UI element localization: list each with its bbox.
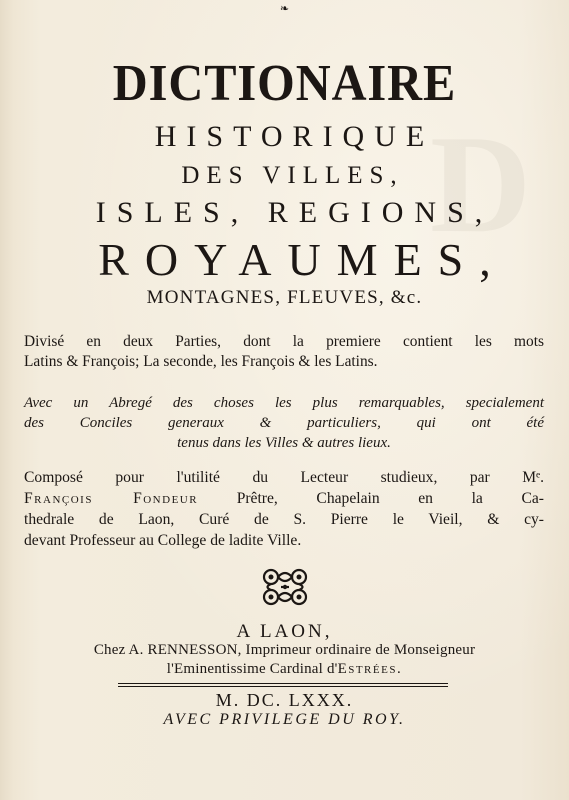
imprint-patron-prefix: l'Eminentissime Cardinal d' [166, 661, 338, 677]
abrege-line: des Conciles generaux & particuliers, qui ont été [24, 415, 544, 431]
author-line: devant Professeur au College de ladite Ville. [24, 532, 302, 549]
title-des-villes: DES VILLES, [181, 162, 404, 189]
printers-fleuron-ornament-icon [257, 566, 313, 608]
imprint-patron-name: Estrées. [337, 661, 403, 677]
abrege-paragraph [24, 393, 544, 453]
author-name: François Fondeur [24, 490, 199, 507]
author-paragraph [24, 467, 544, 551]
imprint-patron [0, 661, 569, 678]
imprint-place: A LAON, [236, 621, 333, 642]
title-montagnes-fleuves: MONTAGNES, FLEUVES, &c. [146, 287, 423, 308]
title-main: DICTIONAIRE [112, 55, 457, 112]
title-historique: HISTORIQUE [154, 120, 435, 153]
abrege-line: tenus dans les Villes & autres lieux. [177, 435, 391, 451]
abrege-line: Avec un Abregé des choses les plus remarquables, specialement [24, 395, 544, 411]
author-line: thedrale de Laon, Curé de S. Pierre le Vieil, & cy- [24, 511, 544, 528]
title-royaumes: ROYAUMES, [98, 234, 507, 285]
division-line: Divisé en deux Parties, dont la premiere contient les mots [24, 333, 544, 350]
top-printers-mark: ❧ [279, 3, 290, 15]
imprint-date: M. DC. LXXX. [215, 690, 354, 710]
author-line [24, 488, 544, 509]
imprint-printer: Chez A. RENNESSON, Imprimeur ordinaire de Monseigneur [93, 642, 476, 658]
show-through-letter: D [430, 107, 532, 262]
title-isles-regions: ISLES, REGIONS, [95, 196, 494, 229]
imprint-rule-thick [118, 683, 448, 684]
author-line-rest: Prêtre, Chapelain en la Ca- [198, 490, 544, 507]
royal-privilege: AVEC PRIVILEGE DU ROY. [163, 711, 406, 728]
division-line: Latins & François; La seconde, les François & les Latins. [24, 353, 378, 370]
division-paragraph [24, 332, 544, 372]
author-line: Composé pour l'utilité du Lecteur studieux, par Mᵉ. [24, 469, 544, 486]
imprint-rule-thin [118, 686, 448, 687]
